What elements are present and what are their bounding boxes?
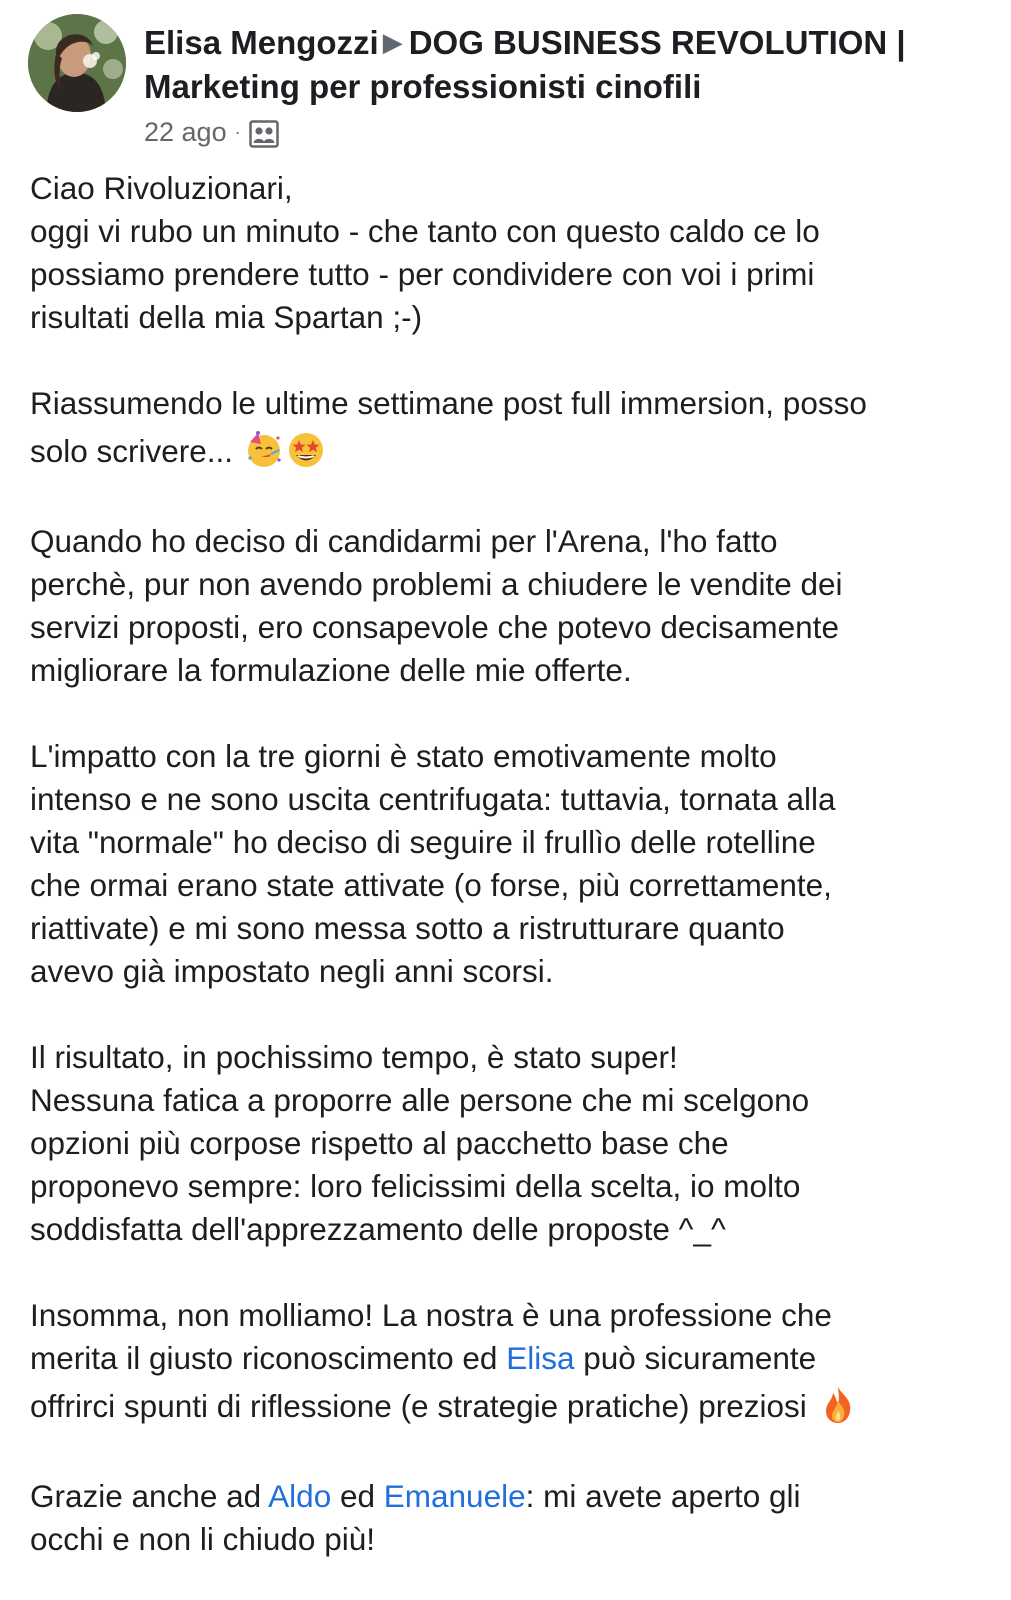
mention-link-emanuele[interactable]: Emanuele <box>383 1478 526 1514</box>
group-members-icon <box>249 120 279 148</box>
text-line: oggi vi rubo un minuto - che tanto con questo caldo ce lo <box>30 213 820 249</box>
group-name-line2[interactable]: Marketing per professionisti cinofili <box>144 68 702 105</box>
text-fragment: offrirci spunti di riflessione (e strategie pratiche) preziosi <box>30 1388 807 1424</box>
text-line: occhi e non li chiudo più! <box>30 1521 375 1557</box>
text-fragment: merita il giusto riconoscimento ed <box>30 1340 507 1376</box>
post-header <box>144 22 974 148</box>
text-line: Nessuna fatica a proporre alle persone che mi scelgono <box>30 1082 810 1118</box>
text-line: intenso e ne sono uscita centrifugata: tuttavia, tornata alla <box>30 781 836 817</box>
paragraph-2 <box>30 382 990 477</box>
post-title <box>144 22 974 107</box>
text-line: risultati della mia Spartan ;-) <box>30 299 423 335</box>
paragraph-7 <box>30 1475 990 1561</box>
arrow-right-icon: ▶ <box>382 27 403 57</box>
text-line: vita "normale" ho deciso di seguire il frullìo delle rotelline <box>30 824 816 860</box>
text-fragment: Grazie anche ad <box>30 1478 269 1514</box>
text-line: Ciao Rivoluzionari, <box>30 170 293 206</box>
text-line: proponevo sempre: loro felicissimi della scelta, io molto <box>30 1168 801 1204</box>
text-line: soddisfatta dell'apprezzamento delle proposte ^_^ <box>30 1211 726 1247</box>
text-fragment: solo scrivere... <box>30 433 234 469</box>
mention-link-aldo[interactable]: Aldo <box>268 1478 332 1514</box>
author-name[interactable]: Elisa Mengozzi <box>144 24 379 61</box>
paragraph-4 <box>30 735 990 993</box>
mention-link-elisa[interactable]: Elisa <box>506 1340 575 1376</box>
meta-separator: · <box>234 122 241 142</box>
text-fragment: : mi avete aperto gli <box>525 1478 801 1514</box>
text-line: riattivate) e mi sono messa sotto a ristrutturare quanto <box>30 910 785 946</box>
text-line: Il risultato, in pochissimo tempo, è stato super! <box>30 1039 678 1075</box>
text-line: Insomma, non molliamo! La nostra è una professione che <box>30 1297 832 1333</box>
text-line-with-mentions <box>30 1475 990 1518</box>
fire-emoji-icon <box>818 1385 858 1425</box>
text-line: Riassumendo le ultime settimane post full immersion, posso <box>30 385 867 421</box>
text-line: servizi proposti, ero consapevole che potevo decisamente <box>30 609 839 645</box>
post-meta <box>144 117 974 148</box>
paragraph-5 <box>30 1036 990 1251</box>
text-line-with-mention <box>30 1337 990 1380</box>
group-name-line1[interactable]: DOG BUSINESS REVOLUTION | <box>408 24 906 61</box>
text-line: avevo già impostato negli anni scorsi. <box>30 953 554 989</box>
post-date[interactable]: 22 ago <box>144 117 227 147</box>
text-fragment: può sicuramente <box>574 1340 817 1376</box>
post-body <box>30 167 990 1561</box>
avatar-photo-icon <box>28 14 126 112</box>
text-line: migliorare la formulazione delle mie offerte. <box>30 652 632 688</box>
text-line: perchè, pur non avendo problemi a chiudere le vendite dei <box>30 566 843 602</box>
text-fragment: ed <box>331 1478 384 1514</box>
text-line-with-emoji <box>30 1380 990 1432</box>
partying-face-emoji-icon <box>244 430 284 470</box>
text-line: L'impatto con la tre giorni è stato emotivamente molto <box>30 738 777 774</box>
paragraph-6 <box>30 1294 990 1432</box>
text-line: opzioni più corpose rispetto al pacchetto base che <box>30 1125 729 1161</box>
text-line: Quando ho deciso di candidarmi per l'Arena, l'ho fatto <box>30 523 778 559</box>
text-line: che ormai erano state attivate (o forse, più correttamente, <box>30 867 832 903</box>
text-line-with-emoji <box>30 425 990 477</box>
star-struck-emoji-icon <box>286 430 326 470</box>
author-avatar[interactable] <box>28 14 126 112</box>
paragraph-1 <box>30 167 990 339</box>
text-line: possiamo prendere tutto - per condividere con voi i primi <box>30 256 815 292</box>
paragraph-3 <box>30 520 990 692</box>
